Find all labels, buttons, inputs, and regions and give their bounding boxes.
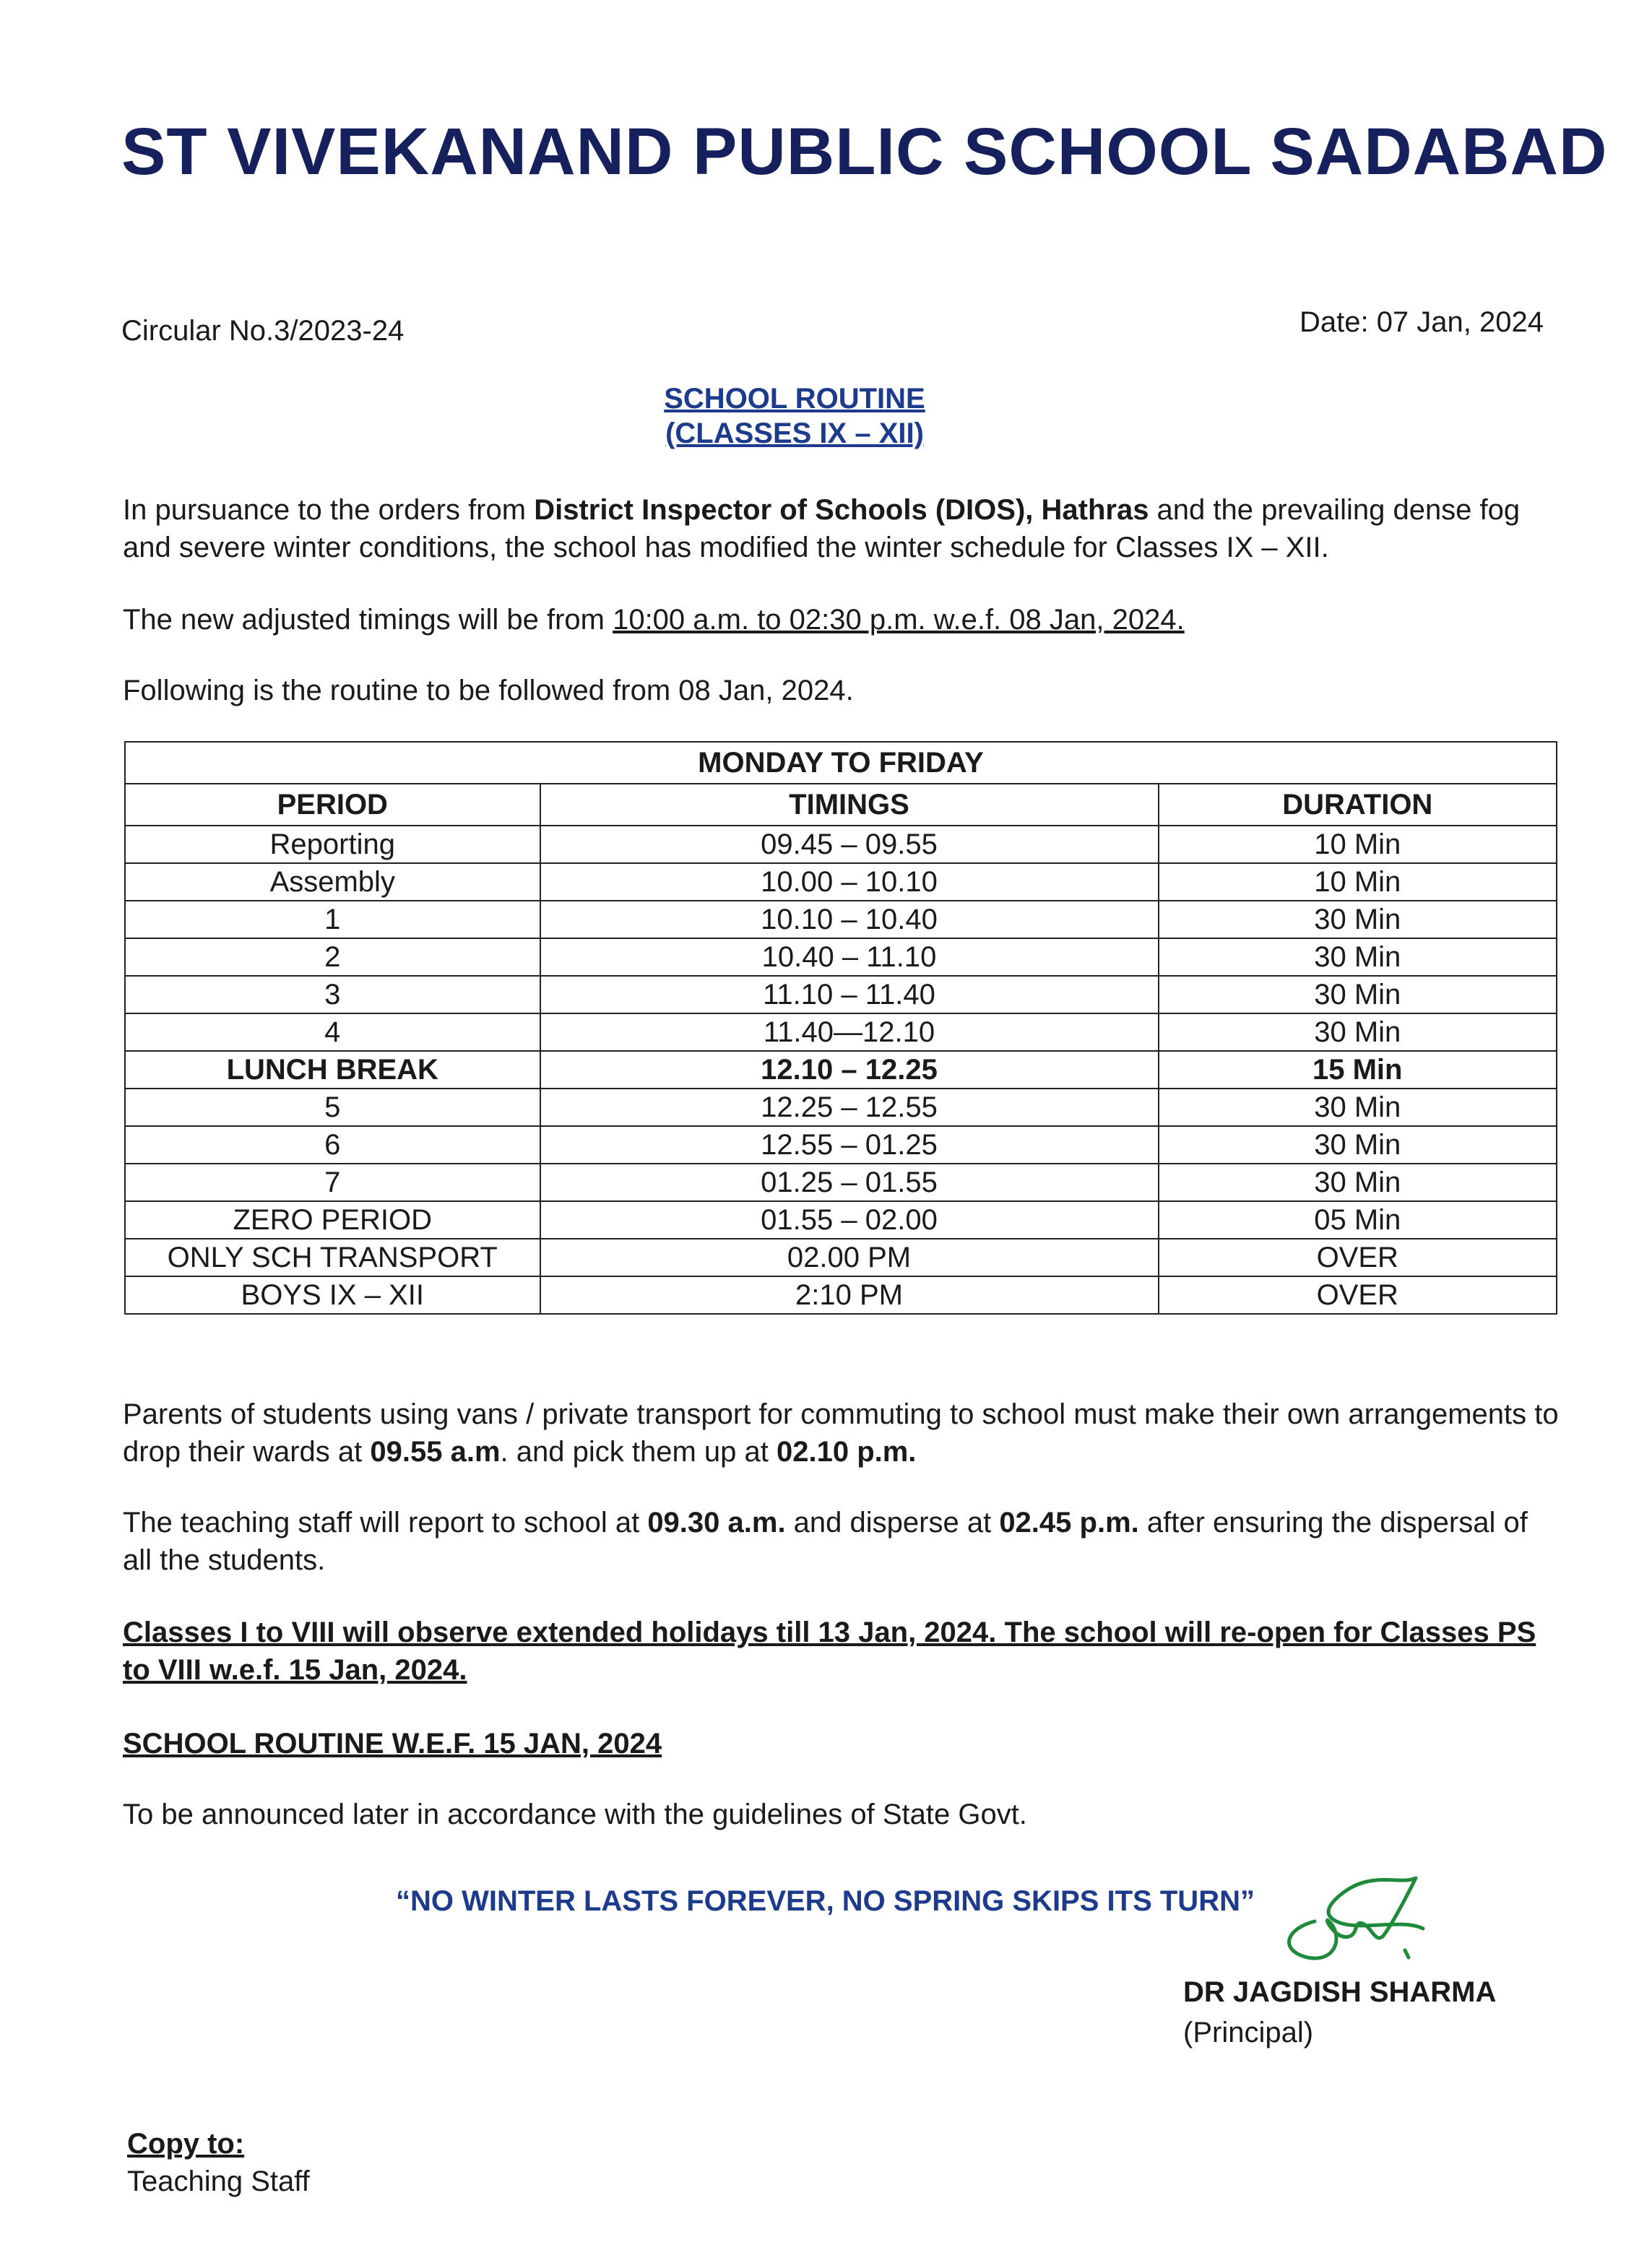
cell-period: LUNCH BREAK [125,1051,540,1089]
school-name: ST VIVEKANAND PUBLIC SCHOOL SADABAD [121,115,1608,189]
cell-timing: 12.25 – 12.55 [540,1089,1159,1126]
cell-timing: 01.25 – 01.55 [540,1164,1159,1201]
cell-timing: 2:10 PM [540,1276,1159,1314]
table-row [125,1201,1557,1239]
table-row [125,1276,1557,1314]
cell-period: BOYS IX – XII [125,1276,540,1314]
staff-report-time: 09.30 a.m. [647,1507,786,1539]
cell-period: 5 [125,1089,540,1126]
staff-disperse-time: 02.45 p.m. [999,1507,1139,1539]
cell-period: 1 [125,901,540,938]
cell-period: Reporting [125,826,540,863]
header-period: PERIOD [125,784,540,826]
circular-number: Circular No.3/2023-24 [121,315,405,347]
routine-heading: SCHOOL ROUTINE [664,383,925,415]
cell-period: 2 [125,938,540,976]
timings-paragraph [123,601,1560,639]
principal-name: DR JAGDISH SHARMA [1183,1976,1497,2008]
cell-duration: 05 Min [1159,1201,1557,1239]
routine-15jan-text: To be announced later in accordance with the guidelines of State Govt. [123,1799,1027,1830]
cell-duration: 30 Min [1159,1126,1557,1164]
parents-text-1: Parents of students using vans / private transport for commuting to school must make their own arrangements to drop their wards at [123,1398,1559,1468]
cell-period: 7 [125,1164,540,1201]
table-row [125,938,1557,976]
staff-text-1: The teaching staff will report to school at [123,1507,648,1539]
cell-duration: 30 Min [1159,976,1557,1013]
cell-period: ZERO PERIOD [125,1201,540,1239]
table-title: MONDAY TO FRIDAY [125,742,1557,784]
cell-period: Assembly [125,863,540,901]
cell-timing: 12.55 – 01.25 [540,1126,1159,1164]
timings-value: 10:00 a.m. to 02:30 p.m. w.e.f. 08 Jan, 2024. [613,604,1185,636]
table-row [125,1013,1557,1051]
cell-duration: 30 Min [1159,1013,1557,1051]
cell-duration: 30 Min [1159,938,1557,976]
cell-period: ONLY SCH TRANSPORT [125,1239,540,1276]
cell-duration: 10 Min [1159,826,1557,863]
cell-duration: 30 Min [1159,1164,1557,1201]
cell-duration: OVER [1159,1276,1557,1314]
principal-signature [1228,1849,1445,1994]
circular-date: Date: 07 Jan, 2024 [1299,306,1544,338]
cell-timing: 10.10 – 10.40 [540,901,1159,938]
cell-period: 3 [125,976,540,1013]
table-row [125,1051,1557,1089]
table-row [125,1239,1557,1276]
intro-authority: District Inspector of Schools (DIOS), Hathras [534,494,1149,526]
table-row [125,976,1557,1013]
parents-text-2: . and pick them up at [500,1436,777,1468]
routine-table [124,741,1557,1315]
routine-intro: Following is the routine to be followed from 08 Jan, 2024. [123,675,854,706]
table-row [125,826,1557,863]
table-row [125,1089,1557,1126]
table-row [125,1164,1557,1201]
copy-to-label: Copy to: [127,2128,245,2160]
cell-timing: 01.55 – 02.00 [540,1201,1159,1239]
intro-text-1: In pursuance to the orders from [123,494,535,526]
cell-period: 6 [125,1126,540,1164]
cell-timing: 11.10 – 11.40 [540,976,1159,1013]
parents-pick-time: 02.10 p.m. [776,1436,917,1468]
staff-text-3: after ensuring the dispersal of all the students. [123,1507,1528,1576]
staff-note [123,1504,1560,1579]
intro-paragraph [123,491,1560,566]
cell-timing: 02.00 PM [540,1239,1159,1276]
table-row [125,863,1557,901]
routine-15jan-heading: SCHOOL ROUTINE W.E.F. 15 JAN, 2024 [123,1728,662,1760]
cell-duration: 15 Min [1159,1051,1557,1089]
cell-duration: OVER [1159,1239,1557,1276]
motto-quote: “NO WINTER LASTS FOREVER, NO SPRING SKIPS ITS TURN” [396,1885,1255,1917]
cell-period: 4 [125,1013,540,1051]
cell-duration: 10 Min [1159,863,1557,901]
routine-table-body [125,826,1557,1314]
copy-to-recipient: Teaching Staff [127,2165,310,2197]
header-timings: TIMINGS [540,784,1159,826]
table-row [125,1126,1557,1164]
header-duration: DURATION [1159,784,1557,826]
principal-role: (Principal) [1183,2017,1314,2048]
routine-subheading: (CLASSES IX – XII) [665,417,924,449]
timings-prefix: The new adjusted timings will be from [123,604,613,636]
parents-drop-time: 09.55 a.m [370,1436,501,1468]
cell-duration: 30 Min [1159,901,1557,938]
cell-timing: 10.40 – 11.10 [540,938,1159,976]
parents-note [123,1396,1560,1471]
table-row [125,901,1557,938]
intro-text-2: and the prevailing dense fog and severe winter conditions, the school has modified the winter schedule for Classes IX – XII. [123,494,1521,563]
cell-timing: 11.40—12.10 [540,1013,1159,1051]
staff-text-2: and disperse at [785,1507,1000,1539]
holiday-note: Classes I to VIII will observe extended holidays till 13 Jan, 2024. The school will re-open for Classes PS to VIII w.e.f. 15 Jan, 2024. [123,1617,1536,1686]
cell-timing: 09.45 – 09.55 [540,826,1159,863]
cell-duration: 30 Min [1159,1089,1557,1126]
cell-timing: 12.10 – 12.25 [540,1051,1159,1089]
cell-timing: 10.00 – 10.10 [540,863,1159,901]
